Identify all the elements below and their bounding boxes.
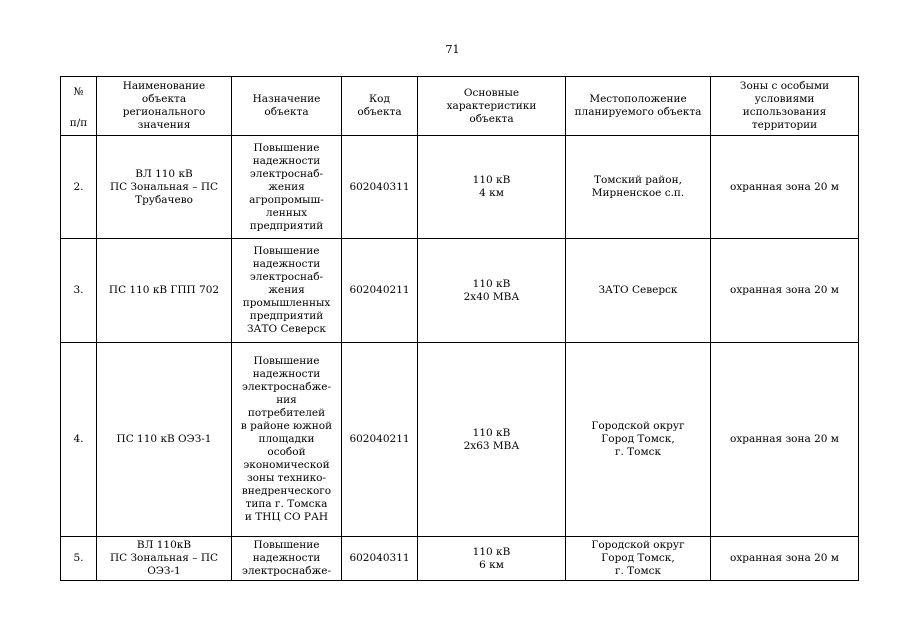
table-row [61, 136, 859, 239]
row-purpose: Повышение надежности электроснаб- жения агропромыш- ленных предприятий [232, 136, 342, 239]
row-location: Городской округ Город Томск, г. Томск [566, 537, 711, 581]
row-location: Городской округ Город Томск, г. Томск [566, 343, 711, 537]
row-location: Томский район, Мирненское с.п. [566, 136, 711, 239]
row-number: 3. [61, 239, 97, 343]
header-name: Наименование объекта регионального значения [97, 77, 232, 136]
row-number: 5. [61, 537, 97, 581]
row-object-name: ПС 110 кВ ГПП 702 [97, 239, 232, 343]
row-number: 2. [61, 136, 97, 239]
row-purpose: Повышение надежности электроснабже- ния потребителей в районе южной площадки особой экономической зоны технико- внедренческого типа г. Томска и ТНЦ СО РАН [232, 343, 342, 537]
row-characteristics: 110 кВ 4 км [418, 136, 566, 239]
row-characteristics: 110 кВ 2х40 МВА [418, 239, 566, 343]
row-object-name: ВЛ 110кВ ПС Зональная – ПС ОЭЗ-1 [97, 537, 232, 581]
header-zones: Зоны с особыми условиями использования территории [711, 77, 859, 136]
table-row [61, 343, 859, 537]
row-zones: охранная зона 20 м [711, 239, 859, 343]
row-characteristics: 110 кВ 6 км [418, 537, 566, 581]
row-zones: охранная зона 20 м [711, 537, 859, 581]
row-purpose: Повышение надежности электроснаб- жения промышленных предприятий ЗАТО Северск [232, 239, 342, 343]
row-purpose: Повышение надежности электроснабже- [232, 537, 342, 581]
row-code: 602040211 [342, 343, 418, 537]
table-row [61, 537, 859, 581]
table-header-row [61, 77, 859, 136]
row-object-name: ПС 110 кВ ОЭЗ-1 [97, 343, 232, 537]
regional-objects-table [60, 76, 859, 581]
row-location: ЗАТО Северск [566, 239, 711, 343]
page-number: 71 [445, 43, 460, 56]
row-code: 602040211 [342, 239, 418, 343]
header-number [61, 77, 97, 136]
row-code: 602040311 [342, 136, 418, 239]
row-number: 4. [61, 343, 97, 537]
table-row [61, 239, 859, 343]
row-code: 602040311 [342, 537, 418, 581]
row-zones: охранная зона 20 м [711, 136, 859, 239]
header-characteristics: Основные характеристики объекта [418, 77, 566, 136]
row-characteristics: 110 кВ 2х63 МВА [418, 343, 566, 537]
header-purpose: Назначение объекта [232, 77, 342, 136]
header-location: Местоположение планируемого объекта [566, 77, 711, 136]
header-code: Код объекта [342, 77, 418, 136]
row-zones: охранная зона 20 м [711, 343, 859, 537]
header-number-sub: п/п [69, 117, 88, 129]
header-number-symbol: № [73, 86, 84, 98]
row-object-name: ВЛ 110 кВ ПС Зональная – ПС Трубачево [97, 136, 232, 239]
